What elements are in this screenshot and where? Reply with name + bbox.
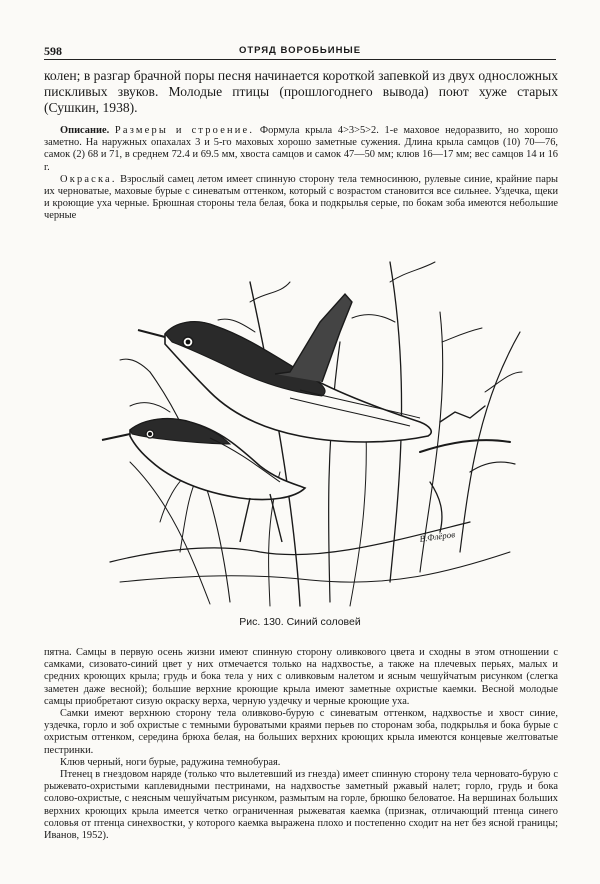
- description-label: Описание.: [60, 125, 110, 136]
- section-title: ОТРЯД ВОРОБЬИНЫЕ: [238, 45, 362, 56]
- figure-caption: Рис. 130. Синий соловей: [239, 616, 361, 628]
- lead-paragraph: колен; в разгар брачной поры песня начинается короткой запевкой из двух односложных пискливых звуков. Молодые птицы (прошлогоднего вывода) поют хуже старых (Сушкин, 1938).: [44, 68, 558, 115]
- page-number: 598: [44, 44, 62, 58]
- size-paragraph: [44, 125, 558, 174]
- artist-signature: В.Флёров: [418, 529, 456, 544]
- continuation-block: [44, 647, 558, 842]
- color-text: Взрослый самец летом имеет спинную сторону тела темносинюю, рулевые синие, крайние пары их черноватые, маховые бурые с синеватым оттенком, который с возрастом становится все сильнее. Уздечка, щеки и кроющие уха черные. Брюшная стороны тела белая, бока и подкрылья серые, по бокам зоба имеются небольшие черные: [44, 173, 558, 222]
- lower-bird: [102, 419, 305, 542]
- paragraph-continuation: пятна. Самцы в первую осень жизни имеют спинную сторону оливкового цвета и сходны в этом отношении с самками, сизовато-синий цвет у них отмечается только на надхвостье, а также на плечевых перьях, малых и средних кроющих крыла; грудь и бока тела у них с оливковым налетом и ясным чешуйчатым рисунком (слегка заметен даже весной); большие верхние кроющие крыла имеют заметные охристые каемки. Весной молодые самцы приобретают сизую окраску верха, черную уздечку и черные кроющие уха.: [44, 647, 558, 707]
- description-block: [44, 125, 558, 223]
- size-text: Формула крыла 4>3>5>2. 1-е маховое недоразвито, но хорошо заметно. На наружных опахалах 3 и 5-го маховых хорошо заметные сужения. Длина крыла самцов (10) 70—76, самок (2) 68 и 71, в среднем 72.4 и 69.5 мм, хвоста самцов и самок 47—50 мм; клюв 16—17 мм; вес самцов 14 и 16 г.: [44, 125, 558, 173]
- bird-illustration: [90, 222, 530, 614]
- size-label: Размеры и строение.: [114, 125, 255, 136]
- paragraph-females: Самки имеют верхнюю сторону тела оливково-бурую с синеватым оттенком, надхвостье и хвост синие, уздечка, горло и зоб охристые с темными буроватыми краями перьев по сторонам зоба, подкрылья и бока бурые с охристым оттенком, середина брюха белая, на больших верхних кроющих крыла имеются концевые желтоватые пестринки.: [44, 708, 558, 756]
- color-label: Окраска.: [60, 173, 117, 185]
- paragraph-nestling: Птенец в гнездовом наряде (только что вылетевший из гнезда) имеет спинную сторону тела черновато-бурую с рыжевато-охристыми каплевидными пестринами, на надхвостье заметный ржавый налет; горло, грудь и бока солово-охристые, с неясным чешуйчатым рисунком, размытым на горле, брюшко беловатое. На вершинах больших верхних кроющих крыла имеется четко ограниченная рыжеватая каемка (признак, отличающий птенца синего соловья от птенца синехвостки, у которого каемка выражена плохо и постепенно сходит на нет без ясной границы; Иванов, 1952).: [44, 769, 558, 842]
- running-head: [44, 44, 556, 60]
- color-paragraph: [44, 174, 558, 223]
- paragraph-bill-legs: Клюв черный, ноги бурые, радужина темнобурая.: [60, 756, 281, 768]
